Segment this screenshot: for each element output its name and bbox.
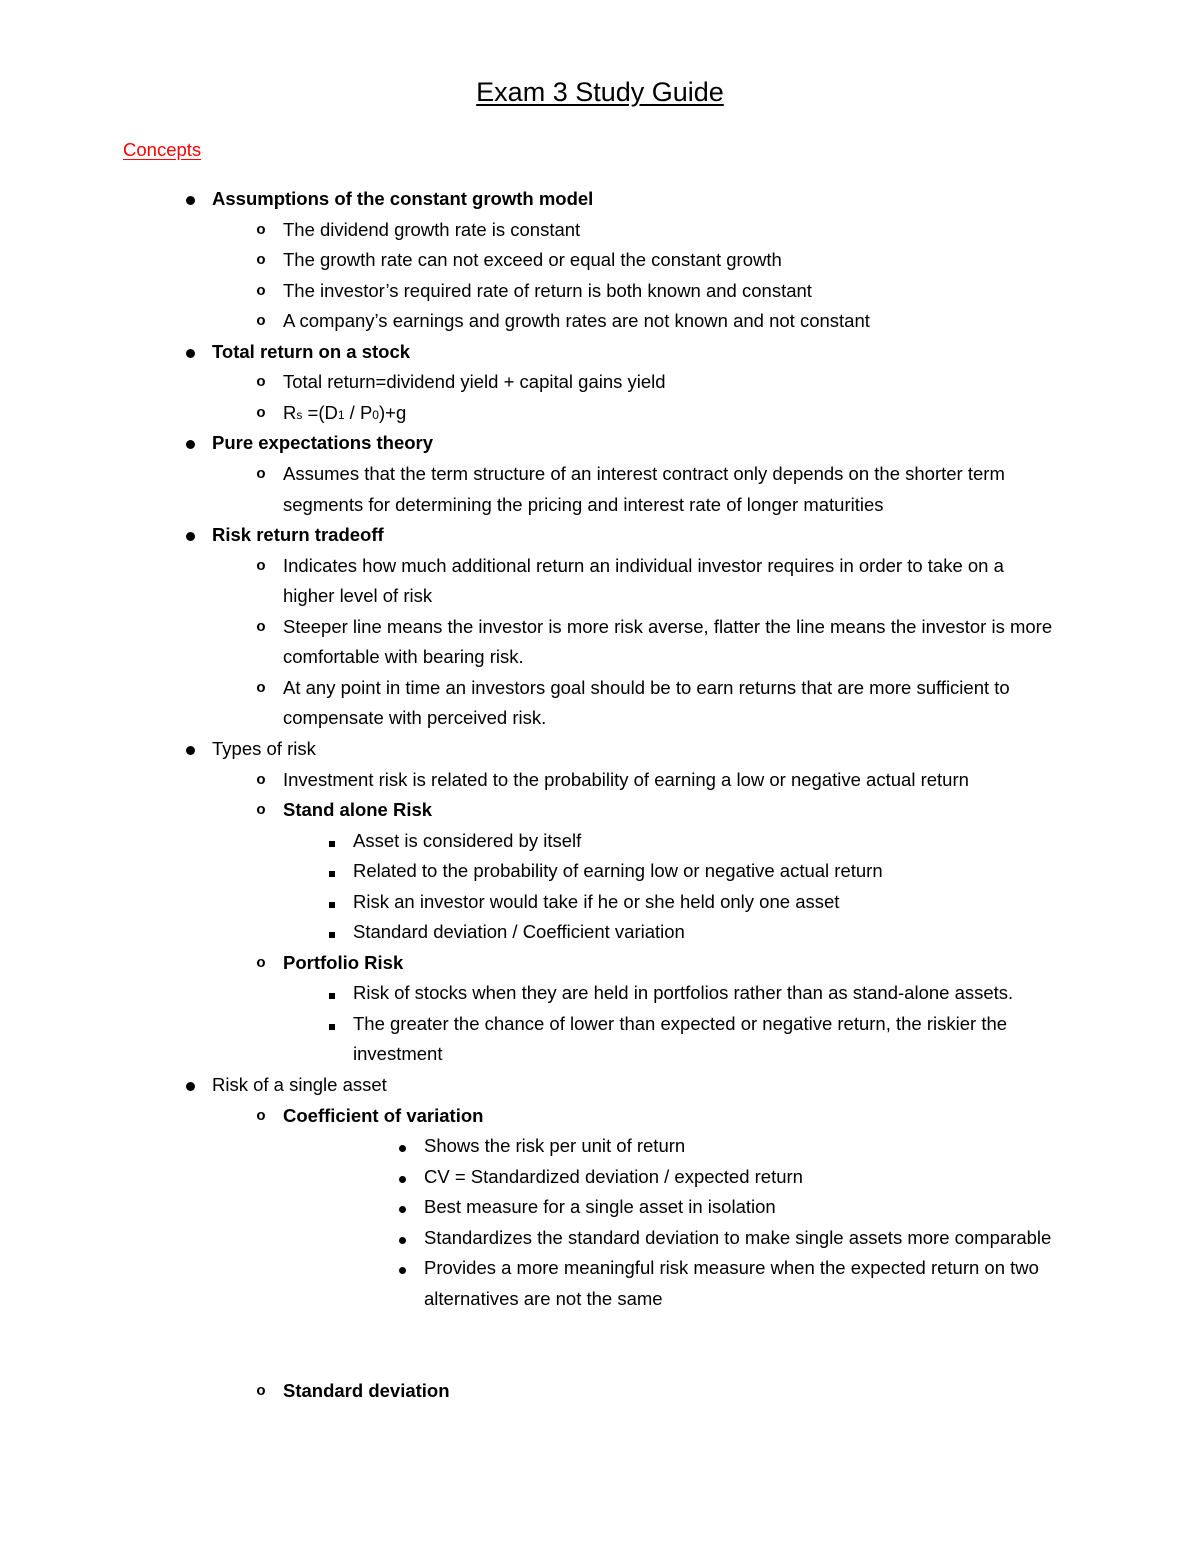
list-item-text: Provides a more meaningful risk measure when the expected return on two — [424, 1257, 1039, 1279]
list-item-text: comfortable with bearing risk. — [283, 646, 524, 668]
bullet-circle-icon: o — [256, 801, 266, 818]
bullet-circle-icon: o — [256, 312, 266, 330]
list-item — [0, 950, 1200, 981]
list-item — [0, 1225, 1200, 1256]
bullet-dot-icon — [180, 339, 200, 365]
bullet-dot-icon — [392, 1164, 412, 1190]
list-item — [0, 278, 1200, 309]
list-item-text: Stand alone Risk — [283, 799, 433, 820]
list-item-text: Indicates how much additional return an individual investor requires in order to take on a — [283, 554, 1004, 576]
list-item — [0, 339, 1200, 370]
formula-part: R — [283, 401, 297, 423]
list-item — [0, 1255, 1200, 1286]
list-item — [0, 1378, 1200, 1409]
bullet-dot-icon — [180, 1072, 200, 1098]
list-item-text: Coefficient of variation — [283, 1104, 484, 1126]
bullet-circle-icon: o — [256, 770, 266, 788]
list-item-text: The greater the chance of lower than expected or negative return, the riskier the — [353, 1012, 1008, 1034]
bullet-square-icon — [322, 1011, 342, 1037]
formula-subscript: 1 — [337, 407, 345, 422]
list-item — [0, 308, 1200, 339]
list-item-text: A company’s earnings and growth rates are not known and not constant — [283, 310, 870, 332]
bullet-dot-icon — [180, 736, 200, 762]
list-item — [0, 553, 1200, 584]
list-item — [0, 1103, 1200, 1134]
list-item-text: Standard deviation — [283, 1379, 450, 1401]
formula-part: =(D — [302, 401, 338, 423]
list-item — [0, 1194, 1200, 1225]
list-item-text: Steeper line means the investor is more risk averse, flatter the line means the investor is more — [283, 615, 1053, 637]
formula-part: )+g — [378, 401, 407, 423]
list-item-text: Investment risk is related to the probability of earning a low or negative actual return — [283, 768, 969, 790]
list-item — [0, 675, 1200, 706]
list-item — [0, 858, 1200, 889]
list-item-text: compensate with perceived risk. — [283, 707, 547, 729]
list-item — [0, 1041, 1200, 1072]
bullet-circle-icon: o — [256, 220, 266, 238]
list-item-text: Risk return tradeoff — [212, 524, 384, 545]
bullet-circle-icon: o — [256, 373, 266, 391]
list-item — [0, 797, 1200, 828]
list-item-text: Standardizes the standard deviation to make single assets more comparable — [424, 1226, 1052, 1248]
bullet-square-icon — [322, 919, 342, 945]
list-item — [0, 522, 1200, 553]
list-item — [0, 247, 1200, 278]
list-item — [0, 1133, 1200, 1164]
bullet-square-icon — [322, 889, 342, 915]
list-item-text: Standard deviation / Coefficient variation — [353, 921, 685, 943]
bullet-dot-icon — [392, 1255, 412, 1281]
list-item — [0, 217, 1200, 248]
formula-subscript: s — [296, 407, 303, 422]
list-item — [0, 430, 1200, 461]
list-item-text: Asset is considered by itself — [353, 829, 582, 851]
bullet-circle-icon: o — [256, 464, 266, 482]
list-item — [0, 369, 1200, 400]
list-item — [0, 583, 1200, 614]
list-item-text: Related to the probability of earning low or negative actual return — [353, 860, 883, 882]
list-item — [0, 1286, 1200, 1317]
list-item — [0, 767, 1200, 798]
list-item-text: At any point in time an investors goal should be to earn returns that are more sufficient to — [283, 676, 1010, 698]
list-item-text: higher level of risk — [283, 585, 433, 607]
list-item-text: Types of risk — [212, 737, 316, 759]
bullet-circle-icon: o — [256, 617, 266, 635]
list-item-text: Pure expectations theory — [212, 432, 434, 454]
list-item — [0, 492, 1200, 523]
bullet-circle-icon: o — [256, 281, 266, 299]
formula-part: / P — [344, 401, 373, 423]
list-item — [0, 461, 1200, 492]
bullet-dot-icon — [180, 186, 200, 212]
list-item — [0, 400, 1200, 431]
list-item — [0, 828, 1200, 859]
list-item — [0, 644, 1200, 675]
list-item — [0, 1164, 1200, 1195]
list-item — [0, 919, 1200, 950]
bullet-square-icon — [322, 858, 342, 884]
list-item — [0, 736, 1200, 767]
list-item — [0, 1072, 1200, 1103]
list-item — [0, 889, 1200, 920]
list-item-text: Best measure for a single asset in isolation — [424, 1196, 776, 1218]
bullet-circle-icon: o — [256, 556, 266, 574]
bullet-dot-icon — [392, 1133, 412, 1159]
list-item-text: investment — [353, 1043, 443, 1065]
list-item-text: The growth rate can not exceed or equal the constant growth — [283, 249, 782, 271]
list-item-text: alternatives are not the same — [424, 1287, 663, 1309]
list-item-text: Assumptions of the constant growth model — [212, 188, 594, 209]
formula-total-return — [283, 400, 406, 428]
bullet-circle-icon: o — [256, 953, 266, 971]
section-heading-concepts: Concepts — [123, 139, 202, 160]
list-item-text: Assumes that the term structure of an interest contract only depends on the shorter term — [283, 462, 1005, 484]
bullet-circle-icon: o — [256, 403, 266, 421]
bullet-dot-icon — [180, 430, 200, 456]
bullet-circle-icon: o — [256, 1106, 266, 1124]
list-item — [0, 705, 1200, 736]
list-item-text: CV = Standardized deviation / expected return — [424, 1165, 803, 1187]
bullet-circle-icon: o — [256, 1381, 266, 1399]
page-title: Exam 3 Study Guide — [476, 77, 724, 107]
list-item-text: Total return=dividend yield + capital gains yield — [283, 371, 666, 393]
list-item — [0, 980, 1200, 1011]
list-item-text: The dividend growth rate is constant — [283, 218, 581, 240]
bullet-square-icon — [322, 828, 342, 854]
bullet-circle-icon: o — [256, 251, 266, 269]
bullet-dot-icon — [392, 1194, 412, 1220]
formula-subscript: 0 — [372, 407, 379, 422]
list-item-text: Shows the risk per unit of return — [424, 1135, 686, 1157]
list-item-text: Risk of stocks when they are held in portfolios rather than as stand-alone assets. — [353, 982, 1014, 1004]
list-item-text: Risk an investor would take if he or she held only one asset — [353, 890, 840, 912]
list-item-text: segments for determining the pricing and interest rate of longer maturities — [283, 493, 884, 515]
list-item — [0, 186, 1200, 217]
list-item — [0, 1011, 1200, 1042]
bullet-dot-icon — [392, 1225, 412, 1251]
bullet-dot-icon — [180, 522, 200, 548]
bullet-square-icon — [322, 980, 342, 1006]
list-item-text: Portfolio Risk — [283, 951, 404, 973]
list-item-text: The investor’s required rate of return is both known and constant — [283, 279, 812, 301]
list-item-text: Risk of a single asset — [212, 1074, 387, 1095]
list-item — [0, 614, 1200, 645]
list-item-text: Total return on a stock — [212, 340, 411, 362]
bullet-circle-icon: o — [256, 678, 266, 696]
